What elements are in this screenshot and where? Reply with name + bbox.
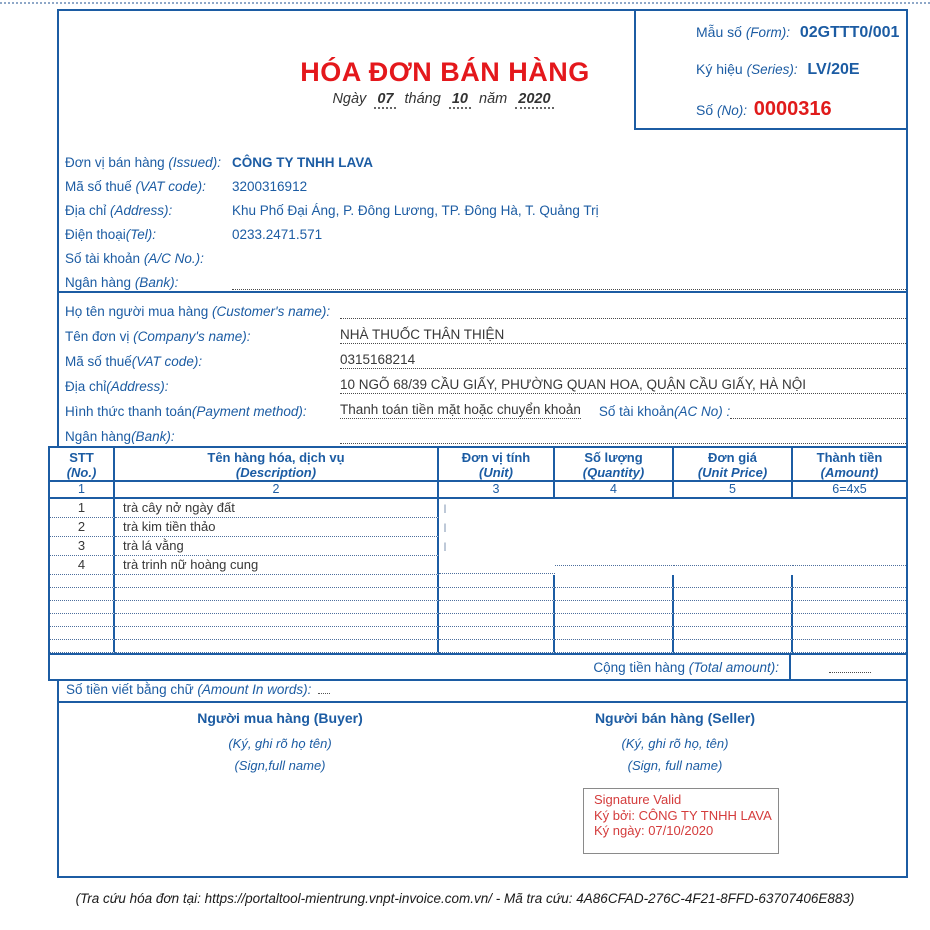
- seller-signature-note-en: (Sign, full name): [627, 758, 723, 773]
- top-dotted-border: [0, 2, 930, 4]
- seller-address-value: Khu Phố Đại Áng, P. Đông Lương, TP. Đông Hà, T. Quảng Trị: [232, 203, 599, 218]
- form-label: Mẫu số: [696, 24, 746, 40]
- total-row: [50, 653, 906, 679]
- buyer-customer-blank: [340, 303, 906, 319]
- empty-table-row: [50, 640, 906, 653]
- amount-in-words-label: Số tiền viết bằng chữ: [66, 682, 198, 697]
- seller-address-row: [65, 194, 906, 218]
- buyer-bank-blank: [340, 428, 906, 444]
- index-3: 3: [439, 482, 555, 499]
- table-header-row: [50, 448, 906, 482]
- item-no: 4: [50, 556, 115, 575]
- seller-vat-value: 3200316912: [232, 179, 308, 194]
- empty-table-row: [50, 601, 906, 614]
- form-label-en: (Form):: [745, 25, 791, 40]
- buyer-address-row: [65, 369, 906, 394]
- digital-signature-stamp: [583, 788, 779, 854]
- cursor-mark: I: [444, 540, 447, 554]
- buyer-signature-block: [115, 710, 445, 777]
- item-no: 2: [50, 518, 115, 537]
- form-number-row: [696, 24, 906, 54]
- seller-address-label: Địa chỉ (Address):: [65, 203, 173, 218]
- seller-tel-label: Điện thoại(Tel):: [65, 227, 157, 242]
- total-amount-cell: [789, 655, 906, 679]
- item-amount-cell: [793, 565, 906, 566]
- date-year-value: 2020: [515, 91, 553, 109]
- seller-tel-value: 0233.2471.571: [232, 227, 323, 242]
- stamp-status: Signature Valid: [594, 792, 682, 807]
- item-unit-cell: [439, 501, 555, 516]
- item-name: trà lá vằng: [115, 537, 439, 556]
- buyer-payment-value: Thanh toán tiền mặt hoặc chuyển khoản: [340, 402, 581, 417]
- item-unit-cell: [439, 520, 555, 535]
- date-word-month: tháng: [404, 91, 441, 107]
- header-amount: Thành tiền (Amount): [793, 448, 906, 482]
- series-label: Ký hiệu: [696, 61, 747, 77]
- form-value: 02GTTT0/001: [799, 24, 900, 41]
- item-name: trà kim tiền thảo: [115, 518, 439, 537]
- header-unit: Đơn vị tính (Unit): [439, 448, 555, 482]
- stamp-date: Ký ngày: 07/10/2020: [594, 823, 714, 838]
- invoice-number-label-en: (No):: [717, 103, 748, 118]
- seller-bank-row: [65, 266, 906, 290]
- invoice-number-label: Số: [696, 102, 718, 118]
- buyer-vat-row: [65, 344, 906, 369]
- cursor-mark: I: [444, 521, 447, 535]
- item-no: 3: [50, 537, 115, 556]
- items-table: [48, 446, 908, 681]
- amount-in-words-blank: [318, 681, 330, 694]
- total-amount-blank: [829, 672, 871, 673]
- seller-name-value: CÔNG TY TNHH LAVA: [232, 155, 373, 170]
- buyer-section: [65, 294, 906, 444]
- empty-table-row: [50, 627, 906, 640]
- buyer-bank-label: Ngân hàng(Bank):: [65, 429, 175, 444]
- empty-table-row: [50, 575, 906, 588]
- buyer-address-label: Địa chỉ(Address):: [65, 379, 169, 394]
- buyer-company-row: [65, 319, 906, 344]
- buyer-vat-label: Mã số thuế(VAT code):: [65, 354, 203, 369]
- seller-section: [65, 146, 906, 290]
- buyer-vat-value: 0315168214: [340, 352, 906, 369]
- item-unit-cell: [439, 558, 555, 574]
- table-row: [50, 518, 906, 537]
- seller-name-row: [65, 146, 906, 170]
- item-unit-cell: [439, 539, 555, 554]
- buyer-payment-row: [65, 394, 906, 419]
- index-4: 4: [555, 482, 674, 499]
- buyer-address-value: 10 NGÕ 68/39 CẦU GIẤY, PHƯỜNG QUAN HOA, QUẬN CẦU GIẤY, HÀ NỘI: [340, 377, 906, 394]
- seller-account-row: [65, 242, 906, 266]
- header-description: Tên hàng hóa, dịch vụ (Description): [115, 448, 439, 482]
- table-row: [50, 556, 906, 575]
- date-word-day: Ngày: [332, 91, 367, 107]
- item-name: trà cây nở ngày đất: [115, 499, 439, 518]
- stamp-signer: Ký bởi: CÔNG TY TNHH LAVA: [594, 807, 772, 823]
- series-value: LV/20E: [807, 61, 860, 78]
- buyer-signature-note-en: (Sign,full name): [234, 758, 326, 773]
- total-label: Cộng tiền hàng (Total amount):: [593, 659, 779, 675]
- buyer-bank-row: [65, 419, 906, 444]
- invoice-number-value: 0000316: [753, 98, 832, 120]
- buyer-company-value: NHÀ THUỐC THÂN THIỆN: [340, 327, 906, 344]
- item-quantity-cell: [555, 565, 674, 566]
- amount-in-words-label-en: (Amount In words):: [197, 682, 312, 697]
- buyer-customer-label: Họ tên người mua hàng (Customer's name):: [65, 304, 331, 319]
- empty-table-row: [50, 614, 906, 627]
- header-quantity: Số lượng (Quantity): [555, 448, 674, 482]
- header-unit-price: Đơn giá (Unit Price): [674, 448, 793, 482]
- seller-vat-label: Mã số thuế (VAT code):: [65, 179, 206, 194]
- index-2: 2: [115, 482, 439, 499]
- table-row: [50, 499, 906, 518]
- date-word-year: năm: [479, 91, 508, 107]
- item-no: 1: [50, 499, 115, 518]
- seller-vat-row: [65, 170, 906, 194]
- date-month-value: 10: [449, 91, 471, 109]
- item-price-cell: [674, 565, 793, 566]
- series-label-en: (Series):: [746, 62, 798, 77]
- section-divider: [57, 291, 908, 293]
- invoice-lookup-footer: (Tra cứu hóa đơn tại: https://portaltool-mientrung.vnpt-invoice.com.vn/ - Mã tra cứu: 4A86CFAD-276C-4F21-8FFD-63707406E883): [75, 891, 855, 906]
- column-index-row: [50, 482, 906, 499]
- seller-tel-row: [65, 218, 906, 242]
- seller-bank-blank: [232, 274, 906, 290]
- seller-account-label: Số tài khoản (A/C No.):: [65, 251, 204, 266]
- date-day-value: 07: [374, 91, 396, 109]
- empty-table-row: [50, 588, 906, 601]
- index-6: 6=4x5: [793, 482, 906, 499]
- buyer-account-label: Số tài khoản(AC No) :: [598, 404, 731, 419]
- seller-bank-label: Ngân hàng (Bank):: [65, 275, 179, 290]
- buyer-payment-label: Hình thức thanh toán(Payment method):: [65, 404, 307, 419]
- cursor-mark: I: [444, 502, 447, 516]
- seller-name-label: Đơn vị bán hàng (Issued):: [65, 155, 221, 170]
- buyer-account-blank: [730, 403, 906, 419]
- header-stt: STT (No.): [50, 448, 115, 482]
- amount-in-words-row: [59, 677, 906, 703]
- index-5: 5: [674, 482, 793, 499]
- seller-signature-block: [510, 710, 840, 777]
- seller-signature-note-vi: (Ký, ghi rõ họ, tên): [621, 736, 729, 751]
- invoice-date-line: [150, 91, 740, 107]
- buyer-signature-note-vi: (Ký, ghi rõ họ tên): [228, 736, 332, 751]
- buyer-signature-title: Người mua hàng (Buyer): [197, 710, 363, 726]
- seller-signature-title: Người bán hàng (Seller): [594, 710, 756, 726]
- buyer-company-label: Tên đơn vị (Company's name):: [65, 329, 251, 344]
- buyer-customer-row: [65, 294, 906, 319]
- item-name: trà trinh nữ hoàng cung: [115, 556, 439, 575]
- table-row: [50, 537, 906, 556]
- invoice-title: HÓA ĐƠN BÁN HÀNG: [300, 57, 590, 87]
- index-1: 1: [50, 482, 115, 499]
